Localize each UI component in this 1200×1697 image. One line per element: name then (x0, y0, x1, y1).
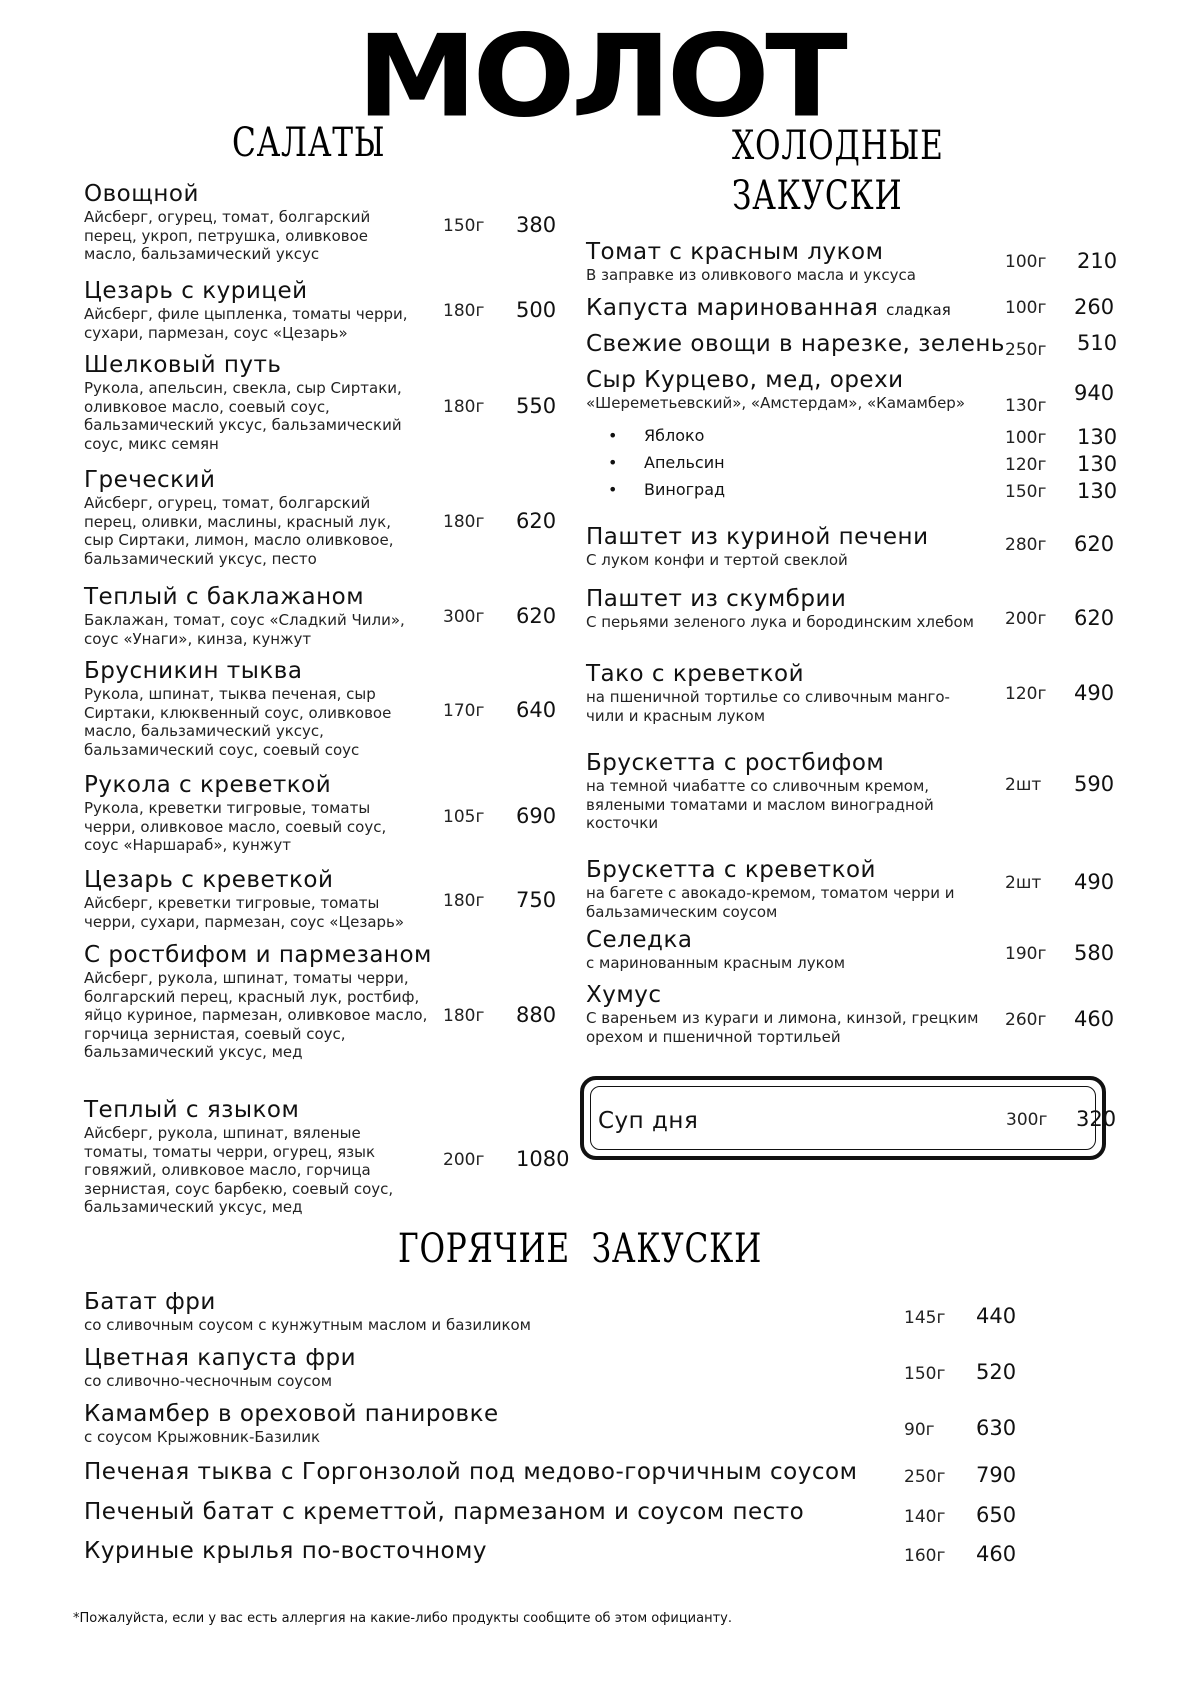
item-weight: 180г (443, 397, 485, 417)
fruit-option[interactable] (608, 480, 725, 499)
item-name: Свежие овощи в нарезке, зелень (586, 331, 1005, 357)
menu-item[interactable] (84, 866, 424, 931)
menu-item[interactable] (586, 660, 986, 725)
bullet-icon: • (608, 480, 618, 499)
bullet-icon: • (608, 426, 618, 445)
item-description: Рукола, апельсин, свекла, сыр Сиртаки, оливковое масло, соевый соус, бальзамический уксус, бальзамический соус, микс семян (84, 379, 402, 453)
fruit-option[interactable] (608, 453, 725, 472)
item-price: 520 (976, 1360, 1017, 1384)
item-description: Айсберг, рукола, шпинат, вяленые томаты, томаты черри, огурец, язык говяжий, оливковое масло, горчица зернистая, соус барбекю, соевый соус, бальзамический уксус, мед (84, 1124, 394, 1216)
item-weight: 90г (904, 1420, 935, 1440)
item-weight: 170г (443, 701, 485, 721)
menu-item[interactable] (84, 1344, 784, 1391)
menu-item[interactable] (586, 856, 986, 921)
item-price: 550 (516, 394, 557, 418)
item-price: 620 (1074, 532, 1115, 556)
item-weight: 120г (1005, 455, 1047, 475)
menu-item[interactable] (586, 585, 986, 632)
item-weight: 100г (1005, 428, 1047, 448)
menu-item[interactable] (84, 1458, 864, 1486)
item-name: Рукола с креветкой (84, 772, 332, 798)
item-name: Греческий (84, 467, 216, 493)
menu-item[interactable] (586, 523, 986, 570)
item-weight: 200г (1005, 609, 1047, 629)
item-name: Батат фри (84, 1289, 216, 1315)
menu-item[interactable] (84, 1096, 424, 1217)
item-weight: 180г (443, 1006, 485, 1026)
item-description: С перьями зеленого лука и бородинским хлебом (586, 613, 974, 631)
menu-item[interactable] (84, 1288, 784, 1335)
item-description: Айсберг, креветки тигровые, томаты черри, сухари, пармезан, соус «Цезарь» (84, 894, 405, 931)
item-weight: 260г (1005, 1010, 1047, 1030)
item-name: Печеная тыква с Горгонзолой под медово-горчичным соусом (84, 1459, 858, 1485)
menu-item[interactable] (84, 466, 424, 568)
item-weight: 280г (1005, 535, 1047, 555)
item-name: Цветная капуста фри (84, 1345, 357, 1371)
item-price: 260 (1074, 295, 1115, 319)
item-price: 210 (1077, 249, 1118, 273)
item-price: 1080 (516, 1147, 570, 1171)
menu-item[interactable] (84, 277, 424, 342)
item-price: 620 (516, 604, 557, 628)
item-weight: 180г (443, 512, 485, 532)
item-price: 460 (1074, 1007, 1115, 1031)
item-price: 130 (1077, 452, 1118, 476)
item-name: Печеный батат с креметтой, пармезаном и соусом песто (84, 1499, 805, 1525)
item-description: на багете с авокадо-кремом, томатом черри и бальзамическим соусом (586, 884, 955, 921)
item-weight: 250г (904, 1467, 946, 1487)
item-price: 620 (516, 509, 557, 533)
menu-item[interactable] (586, 926, 986, 973)
soup-price: 320 (1076, 1107, 1117, 1131)
item-weight: 300г (443, 607, 485, 627)
soup-name: Суп дня (598, 1108, 699, 1134)
item-price: 750 (516, 888, 557, 912)
item-weight: 2шт (1005, 775, 1042, 795)
item-name: Цезарь с курицей (84, 278, 308, 304)
item-weight: 140г (904, 1507, 946, 1527)
item-name: Цезарь с креветкой (84, 867, 334, 893)
soup-of-day-box[interactable] (580, 1076, 1117, 1160)
menu-item[interactable] (586, 981, 986, 1046)
menu-item[interactable] (586, 294, 986, 324)
menu-item[interactable] (84, 583, 424, 648)
item-price: 490 (1074, 870, 1115, 894)
menu-item[interactable] (84, 657, 424, 759)
item-weight: 105г (443, 807, 485, 827)
item-price: 640 (516, 698, 557, 722)
section-title-cold-line2: ЗАКУСКИ (732, 173, 903, 219)
item-weight: 150г (443, 216, 485, 236)
item-price: 130 (1077, 425, 1118, 449)
item-price: 510 (1077, 331, 1118, 355)
item-name: Сыр Курцево, мед, орехи (586, 367, 904, 393)
item-name: Брусникин тыква (84, 658, 303, 684)
item-price: 490 (1074, 681, 1115, 705)
item-description: В заправке из оливкового масла и уксуса (586, 266, 916, 284)
menu-item[interactable] (586, 238, 986, 285)
item-name: Овощной (84, 181, 199, 207)
item-price: 130 (1077, 479, 1118, 503)
item-name: Томат с красным луком (586, 239, 884, 265)
item-name: Селедка (586, 927, 693, 953)
item-weight: 180г (443, 891, 485, 911)
item-price: 880 (516, 1003, 557, 1027)
item-description: с соусом Крыжовник-Базилик (84, 1428, 321, 1446)
item-weight: 150г (904, 1364, 946, 1384)
bullet-icon: • (608, 453, 618, 472)
item-name: Паштет из куриной печени (586, 524, 929, 550)
menu-item[interactable] (84, 1400, 784, 1447)
item-name: Камамбер в ореховой панировке (84, 1401, 499, 1427)
item-price: 580 (1074, 941, 1115, 965)
fruit-name: Яблоко (644, 426, 705, 445)
item-price: 620 (1074, 606, 1115, 630)
item-note: сладкая (886, 301, 951, 319)
item-description: Баклажан, томат, соус «Сладкий Чили», соус «Унаги», кинза, кунжут (84, 611, 405, 648)
item-description: Айсберг, огурец, томат, болгарский перец, оливки, маслины, красный лук, сыр Сиртаки, лимон, масло оливковое, бальзамический уксус, песто (84, 494, 394, 568)
item-price: 630 (976, 1416, 1017, 1440)
soup-weight: 300г (1006, 1110, 1048, 1130)
item-price: 440 (976, 1304, 1017, 1328)
item-name-text: Капуста маринованная (586, 295, 879, 321)
item-description: Рукола, шпинат, тыква печеная, сыр Сиртаки, клюквенный соус, оливковое масло, бальзамический уксус, бальзамический соус, соевый соус (84, 685, 392, 759)
item-name: Теплый с языком (84, 1097, 300, 1123)
fruit-option[interactable] (608, 426, 704, 445)
item-price: 690 (516, 804, 557, 828)
item-name: С ростбифом и пармезаном (84, 942, 432, 968)
item-weight: 100г (1005, 252, 1047, 272)
menu-item[interactable] (84, 1498, 864, 1526)
fruit-name: Виноград (644, 480, 726, 499)
item-weight: 150г (1005, 482, 1047, 502)
item-description: Айсберг, огурец, томат, болгарский перец, укроп, петрушка, оливковое масло, бальзамический уксус (84, 208, 371, 263)
item-description: на темной чиабатте со сливочным кремом, вялеными томатами и маслом виноградной косточки (586, 777, 934, 832)
item-price: 790 (976, 1463, 1017, 1487)
item-weight: 190г (1005, 944, 1047, 964)
item-weight: 250г (1005, 340, 1047, 360)
item-name: Брускетта с ростбифом (586, 750, 885, 776)
section-title-cold-line1: ХОЛОДНЫЕ (732, 123, 944, 169)
item-weight: 100г (1005, 298, 1047, 318)
menu-item[interactable] (84, 1537, 864, 1565)
menu-item[interactable] (84, 351, 424, 453)
item-price: 460 (976, 1542, 1017, 1566)
menu-item[interactable] (84, 180, 424, 264)
menu-item[interactable] (586, 749, 986, 833)
item-description: с маринованным красным луком (586, 954, 846, 972)
menu-item[interactable] (586, 366, 986, 413)
item-weight: 200г (443, 1150, 485, 1170)
item-weight: 2шт (1005, 873, 1042, 893)
item-weight: 120г (1005, 684, 1047, 704)
item-name: Тако с креветкой (586, 661, 805, 687)
item-description: со сливочно-чесночным соусом (84, 1372, 333, 1390)
item-name: Куриные крылья по-восточному (84, 1538, 488, 1564)
item-description: С вареньем из кураги и лимона, кинзой, грецким орехом и пшеничной тортильей (586, 1009, 979, 1046)
item-name: Хумус (586, 982, 662, 1008)
item-description: на пшеничной тортилье со сливочным манго-чили и красным луком (586, 688, 950, 725)
item-price: 650 (976, 1503, 1017, 1527)
item-description: со сливочным соусом с кунжутным маслом и базиликом (84, 1316, 531, 1334)
section-title-hot: ГОРЯЧИЕ ЗАКУСКИ (398, 1226, 763, 1272)
item-weight: 160г (904, 1546, 946, 1566)
item-price: 500 (516, 298, 557, 322)
item-weight: 180г (443, 301, 485, 321)
item-name: Теплый с баклажаном (84, 584, 365, 610)
section-title-salads: САЛАТЫ (232, 120, 386, 166)
fruit-name: Апельсин (644, 453, 725, 472)
item-description: «Шереметьевский», «Амстердам», «Камамбер» (586, 394, 966, 412)
item-weight: 130г (1005, 396, 1047, 416)
item-name: Шелковый путь (84, 352, 282, 378)
item-description: Айсберг, рукола, шпинат, томаты черри, болгарский перец, красный лук, ростбиф, яйцо куриное, пармезан, оливковое масло, горчица зернистая, соевый соус, бальзамический уксус, мед (84, 969, 428, 1061)
restaurant-logo: МОЛОТ (356, 11, 844, 143)
item-name: Паштет из скумбрии (586, 586, 847, 612)
allergy-footnote: *Пожалуйста, если у вас есть аллергия на какие-либо продукты сообщите об этом официанту. (73, 1611, 732, 1626)
item-price: 940 (1074, 381, 1115, 405)
item-description: С луком конфи и тертой свеклой (586, 551, 848, 569)
menu-item[interactable] (84, 941, 432, 1062)
item-description: Айсберг, филе цыпленка, томаты черри, сухари, пармезан, соус «Цезарь» (84, 305, 408, 342)
item-name: Брускетта с креветкой (586, 857, 876, 883)
item-name (586, 294, 986, 324)
item-weight: 145г (904, 1308, 946, 1328)
item-description: Рукола, креветки тигровые, томаты черри, оливковое масло, соевый соус, соус «Наршараб», кунжут (84, 799, 387, 854)
item-price: 590 (1074, 772, 1115, 796)
menu-item[interactable] (586, 330, 1005, 358)
menu-item[interactable] (84, 771, 424, 855)
item-price: 380 (516, 213, 557, 237)
